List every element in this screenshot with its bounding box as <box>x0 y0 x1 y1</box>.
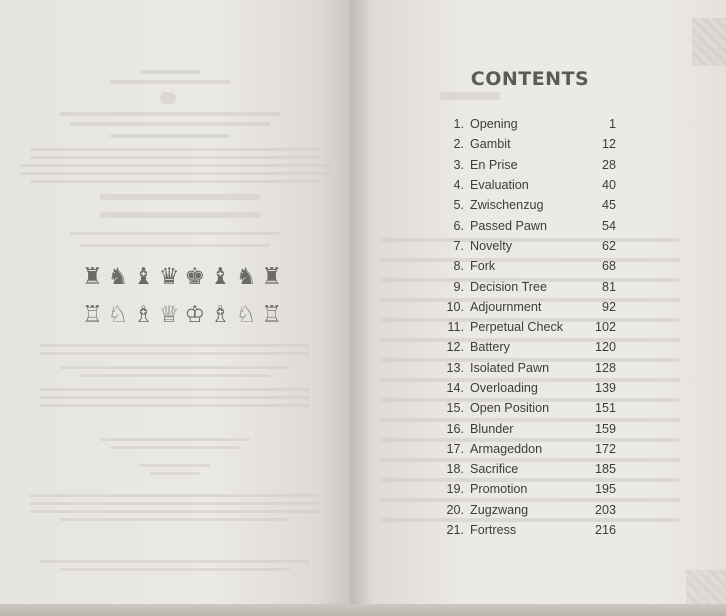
black-rook-icon: ♜ <box>82 264 103 290</box>
toc-entry-page: 40 <box>601 178 616 193</box>
toc-entry-number: 13. <box>446 360 464 375</box>
toc-entry <box>440 378 616 398</box>
toc-entry <box>440 134 616 154</box>
toc-entry-number: 9. <box>453 279 464 294</box>
toc-entry-page: 62 <box>601 238 616 253</box>
toc-entry-page: 139 <box>594 381 616 395</box>
toc-entry-title: Armageddon <box>470 441 543 456</box>
toc-entry <box>440 114 616 134</box>
toc-entry <box>440 276 616 296</box>
toc-entry-number: 5. <box>453 198 464 213</box>
toc-entry-title: Passed Pawn <box>470 218 548 233</box>
toc-entry-title: Open Position <box>470 401 550 416</box>
chess-pieces-white-row <box>82 302 282 328</box>
toc-entry-number: 18. <box>446 462 464 477</box>
toc-entry-title: Perpetual Check <box>470 320 564 335</box>
left-page <box>0 0 352 616</box>
toc-entry-page: 185 <box>594 462 616 477</box>
toc-entry <box>440 195 616 215</box>
book-bottom-edge <box>0 604 726 616</box>
black-king-icon: ♚ <box>184 264 206 290</box>
contents-title: CONTENTS <box>470 68 590 90</box>
toc-entry-number: 4. <box>453 178 464 193</box>
toc-entry-title: Zugzwang <box>470 502 529 517</box>
white-knight-icon: ♘ <box>107 302 129 328</box>
toc-entry-page: 102 <box>594 320 616 335</box>
toc-entry-page: 1 <box>608 117 616 132</box>
white-king-icon: ♔ <box>184 302 206 328</box>
toc-entry-number: 19. <box>446 482 464 497</box>
toc-entry-title: Sacrifice <box>470 462 519 477</box>
toc-entry-number: 20. <box>446 502 464 517</box>
toc-entry-page: 28 <box>601 157 616 172</box>
toc-entry-title: En Prise <box>470 157 518 172</box>
table-of-contents <box>440 114 616 540</box>
white-bishop-icon: ♗ <box>210 302 231 328</box>
toc-entry-title: Isolated Pawn <box>470 360 550 375</box>
toc-entry-number: 2. <box>453 137 464 152</box>
toc-entry-number: 3. <box>453 157 464 172</box>
toc-entry <box>440 479 616 499</box>
toc-entry <box>440 155 616 175</box>
toc-entry-title: Novelty <box>470 238 512 253</box>
toc-entry <box>440 297 616 317</box>
black-queen-icon: ♛ <box>158 264 180 290</box>
toc-entry-title: Promotion <box>470 482 528 497</box>
black-rook-icon: ♜ <box>261 264 282 290</box>
toc-entry <box>440 418 616 438</box>
white-bishop-icon: ♗ <box>133 302 154 328</box>
toc-entry-page: 216 <box>594 523 616 538</box>
toc-entry-title: Fortress <box>470 523 517 538</box>
toc-entry <box>440 500 616 520</box>
toc-entry-number: 8. <box>453 259 464 274</box>
toc-entry <box>440 439 616 459</box>
toc-entry-number: 15. <box>446 401 464 416</box>
white-knight-icon: ♘ <box>235 302 257 328</box>
toc-entry-number: 21. <box>446 523 464 538</box>
toc-entry-number: 12. <box>446 340 464 355</box>
toc-entry-page: 12 <box>601 137 616 152</box>
white-rook-icon: ♖ <box>82 302 103 328</box>
toc-entry-title: Blunder <box>470 421 514 436</box>
toc-entry-page: 68 <box>601 259 616 274</box>
toc-entry-page: 128 <box>594 360 616 375</box>
toc-entry-page: 81 <box>601 279 616 294</box>
toc-entry <box>440 215 616 235</box>
toc-entry-number: 10. <box>446 299 464 314</box>
toc-entry-title: Adjournment <box>470 299 542 314</box>
black-knight-icon: ♞ <box>107 264 129 290</box>
toc-entry-number: 6. <box>453 218 464 233</box>
toc-entry-number: 1. <box>453 117 464 132</box>
toc-entry-title: Evaluation <box>470 178 529 193</box>
toc-entry-page: 172 <box>594 441 616 456</box>
toc-entry <box>440 337 616 357</box>
toc-entry-title: Overloading <box>470 381 538 395</box>
toc-entry <box>440 236 616 256</box>
toc-entry-page: 120 <box>594 340 616 355</box>
white-queen-icon: ♕ <box>158 302 180 328</box>
toc-entry <box>440 317 616 337</box>
toc-entry-page: 45 <box>601 198 616 213</box>
toc-entry-page: 203 <box>594 502 616 517</box>
toc-entry-page: 92 <box>601 299 616 314</box>
black-knight-icon: ♞ <box>235 264 257 290</box>
white-rook-icon: ♖ <box>261 302 282 328</box>
black-bishop-icon: ♝ <box>133 264 154 290</box>
toc-entry-title: Zwischenzug <box>470 198 544 213</box>
toc-entry-title: Decision Tree <box>470 279 547 294</box>
toc-entry-number: 16. <box>446 421 464 436</box>
toc-entry <box>440 256 616 276</box>
page-corner-shadow <box>692 18 726 66</box>
page-corner-shadow-bottom <box>686 570 726 606</box>
toc-entry-title: Battery <box>470 340 510 355</box>
black-bishop-icon: ♝ <box>210 264 231 290</box>
toc-entry <box>440 459 616 479</box>
toc-entry-number: 14. <box>446 381 464 395</box>
toc-entry-page: 195 <box>594 482 616 497</box>
toc-entry <box>440 358 616 378</box>
toc-entry-number: 7. <box>453 238 464 253</box>
toc-entry-title: Opening <box>470 117 518 132</box>
toc-entry-number: 17. <box>446 441 464 456</box>
toc-entry <box>440 520 616 540</box>
toc-entry-title: Gambit <box>470 137 511 152</box>
toc-entry-number: 11. <box>447 320 464 335</box>
toc-entry-title: Fork <box>470 259 496 274</box>
toc-entry-page: 151 <box>594 401 616 416</box>
toc-entry-page: 54 <box>601 218 616 233</box>
toc-entry <box>440 398 616 418</box>
toc-entry-page: 159 <box>594 421 616 436</box>
toc-entry <box>440 175 616 195</box>
chess-pieces-black-row <box>82 264 282 290</box>
